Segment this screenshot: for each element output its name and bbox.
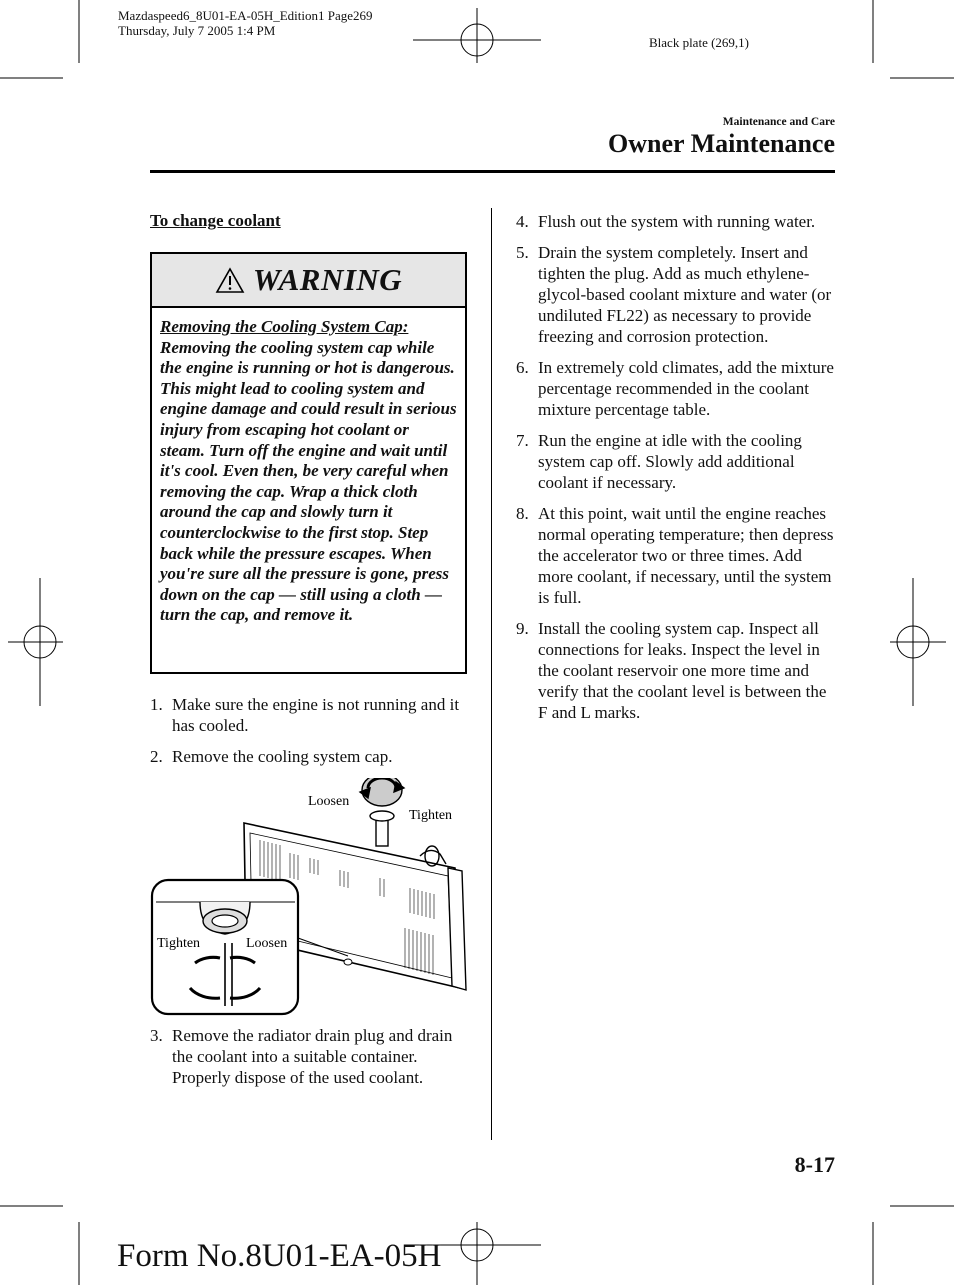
steps-left-bottom (150, 1025, 470, 1098)
warning-box (150, 252, 467, 674)
warning-triangle-icon (215, 267, 245, 294)
steps-right (516, 211, 836, 733)
header-rule (150, 170, 835, 173)
cap-tighten-label: Tighten (409, 808, 453, 823)
step-text: Remove the cooling system cap. (172, 747, 393, 766)
cap-loosen-label: Loosen (308, 794, 350, 809)
list-item (516, 503, 836, 608)
print-plate-label: Black plate (269,1) (649, 35, 749, 50)
step-number: 4. (516, 212, 529, 231)
plug-loosen-label: Loosen (246, 936, 288, 951)
step-text: Remove the radiator drain plug and drain the coolant into a suitable container. Properly dispose of the used coolant. (172, 1026, 453, 1087)
warning-header (152, 254, 465, 308)
step-number: 8. (516, 504, 529, 523)
step-number: 2. (150, 747, 163, 766)
list-item (516, 430, 836, 493)
step-text: Run the engine at idle with the cooling system cap off. Slowly add additional coolant if necessary. (538, 431, 802, 492)
list-item (516, 211, 836, 232)
list-item (150, 746, 470, 767)
step-text: At this point, wait until the engine reaches normal operating temperature; then depress the accelerator two or three times. Add more coolant, if necessary, until the system is full. (538, 504, 834, 607)
step-number: 7. (516, 431, 529, 450)
warning-subtitle: Removing the Cooling System Cap: (160, 317, 409, 336)
list-item (516, 618, 836, 723)
warning-title: WARNING (252, 262, 403, 297)
step-text: Drain the system completely. Insert and tighten the plug. Add as much ethylene-glycol-based coolant mixture and water (or undiluted FL22) as necessary to provide freezing and corrosion protection. (538, 243, 832, 346)
page-title: Owner Maintenance (608, 129, 835, 158)
form-number-footer: Form No.8U01-EA-05H (117, 1238, 442, 1274)
print-header-line1: Mazdaspeed6_8U01-EA-05H_Edition1 Page269 (118, 8, 373, 23)
step-number: 1. (150, 695, 163, 714)
column-divider (491, 208, 492, 1140)
list-item (516, 242, 836, 347)
warning-body (152, 308, 465, 626)
step-text: Make sure the engine is not running and it has cooled. (172, 695, 460, 735)
page-number: 8-17 (794, 1152, 835, 1177)
step-number: 9. (516, 619, 529, 638)
subheading: To change coolant (150, 211, 281, 230)
step-text: In extremely cold climates, add the mixture percentage recommended in the coolant mixture percentage table. (538, 358, 834, 419)
step-text: Install the cooling system cap. Inspect all connections for leaks. Inspect the level in the coolant reservoir one more time and verify that the coolant level is between the F and L marks. (538, 619, 827, 722)
step-number: 5. (516, 243, 529, 262)
radiator-illustration (150, 778, 470, 1018)
list-item (150, 1025, 470, 1088)
step-number: 6. (516, 358, 529, 377)
warning-text: Removing the cooling system cap while the engine is running or hot is dangerous. This might lead to cooling system and engine damage and could result in serious injury from escaping hot coolant or steam. Turn off the engine and wait until it's cool. Even then, be very careful when removing the cap. Wrap a thick cloth around the cap and slowly turn it counterclockwise to the first stop. Step back while the pressure escapes. When you're sure all the pressure is gone, press down on the cap — still using a cloth — turn the cap, and remove it. (160, 337, 457, 625)
list-item (150, 694, 470, 736)
list-item (516, 357, 836, 420)
print-header-line2: Thursday, July 7 2005 1:4 PM (118, 23, 276, 38)
section-label: Maintenance and Care (722, 116, 835, 128)
step-number: 3. (150, 1026, 163, 1045)
steps-left-top (150, 694, 470, 777)
plug-tighten-label: Tighten (157, 936, 201, 951)
step-text: Flush out the system with running water. (538, 212, 816, 231)
